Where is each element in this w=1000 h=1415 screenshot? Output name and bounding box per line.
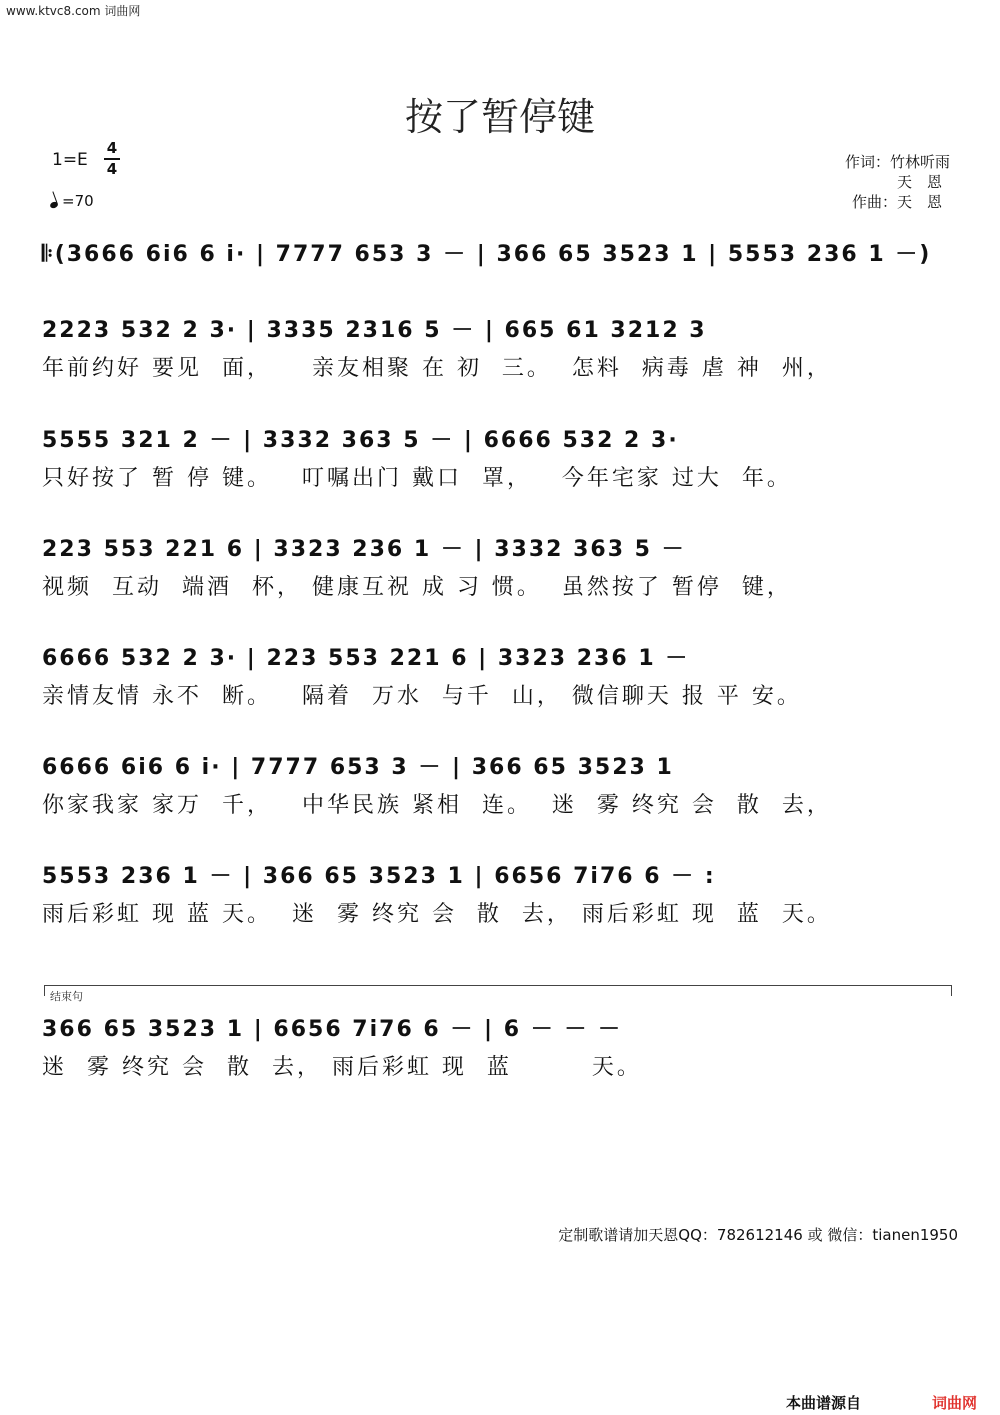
system-3 [42,525,958,601]
time-signature [104,140,120,178]
lyrics-line: 你家我家 家万 千， 中华民族 紧相 连。 迷 雾 终究 会 散 去， [42,792,832,818]
time-sig-top: 4 [106,139,118,157]
notes-line: 366 65 3523 1 | 6656 7i76 6 － | 6 － － － [42,1016,623,1042]
site-url: www.ktvc8.com 词曲网 [6,4,141,18]
prelude-notes: 𝄆(3666 6i6 6 i· | 7777 653 3 － | 366 65 3523 1 | 5553 236 1 －) [42,241,932,267]
contact-note: 定制歌谱请加天恩QQ：782612146 或 微信：tianen1950 [558,1226,958,1244]
lyrics-line: 视频 互动 端酒 杯， 健康互祝 成 习 惯。 虽然按了 暂停 键， [42,574,792,600]
lyrics-line: 亲情友情 永不 断。 隔着 万水 与千 山， 微信聊天 报 平 安。 [42,683,802,709]
system-6 [42,852,958,928]
notes-line: 223 553 221 6 | 3323 236 1 － | 3332 363 5 － [42,536,686,562]
notes-line: 6666 532 2 3· | 223 553 221 6 | 3323 236 1 － [42,645,690,671]
system-5 [42,743,958,819]
lyricist: 作词：竹林听雨 [844,153,950,171]
tempo-value: =70 [62,192,94,210]
lyricist-2: 天 恩 [896,173,942,191]
notes-line: 5553 236 1 － | 366 65 3523 1 | 6656 7i76 6 － : [42,863,716,889]
system-1 [42,306,958,382]
prelude-system [42,230,958,274]
lyrics-line: 雨后彩虹 现 蓝 天。 迷 雾 终究 会 散 去， 雨后彩虹 现 蓝 天。 [42,901,832,927]
quarter-note-icon [49,201,59,209]
notes-line: 5555 321 2 － | 3332 363 5 － | 6666 532 2 3· [42,427,679,453]
time-sig-bottom: 4 [106,160,118,178]
system-2 [42,416,958,492]
ending-label: 结束句 [50,990,83,1003]
key-signature: 1=E [52,150,88,170]
site-logo: 词曲网 [932,1394,978,1412]
lyrics-line: 只好按了 暂 停 键。 叮嘱出门 戴口 罩， 今年宅家 过大 年。 [42,465,792,491]
lyrics-line: 年前约好 要见 面， 亲友相聚 在 初 三。 怎料 病毒 虐 神 州， [42,355,832,381]
system-4 [42,634,958,710]
source-label: 本曲谱源自 [786,1394,862,1412]
credits [845,152,950,212]
composer: 作曲：天 恩 [851,193,942,211]
notes-line: 2223 532 2 3· | 3335 2316 5 － | 665 61 3212 3 [42,317,707,343]
song-title: 按了暂停键 [404,95,595,139]
ending-bracket [44,985,952,996]
notes-line: 6666 6i6 6 i· | 7777 653 3 － | 366 65 3523 1 [42,754,674,780]
tempo-mark [50,192,94,210]
lyrics-line: 迷 雾 终究 会 散 去， 雨后彩虹 现 蓝 天。 [42,1054,642,1080]
ending-system [42,1005,958,1081]
